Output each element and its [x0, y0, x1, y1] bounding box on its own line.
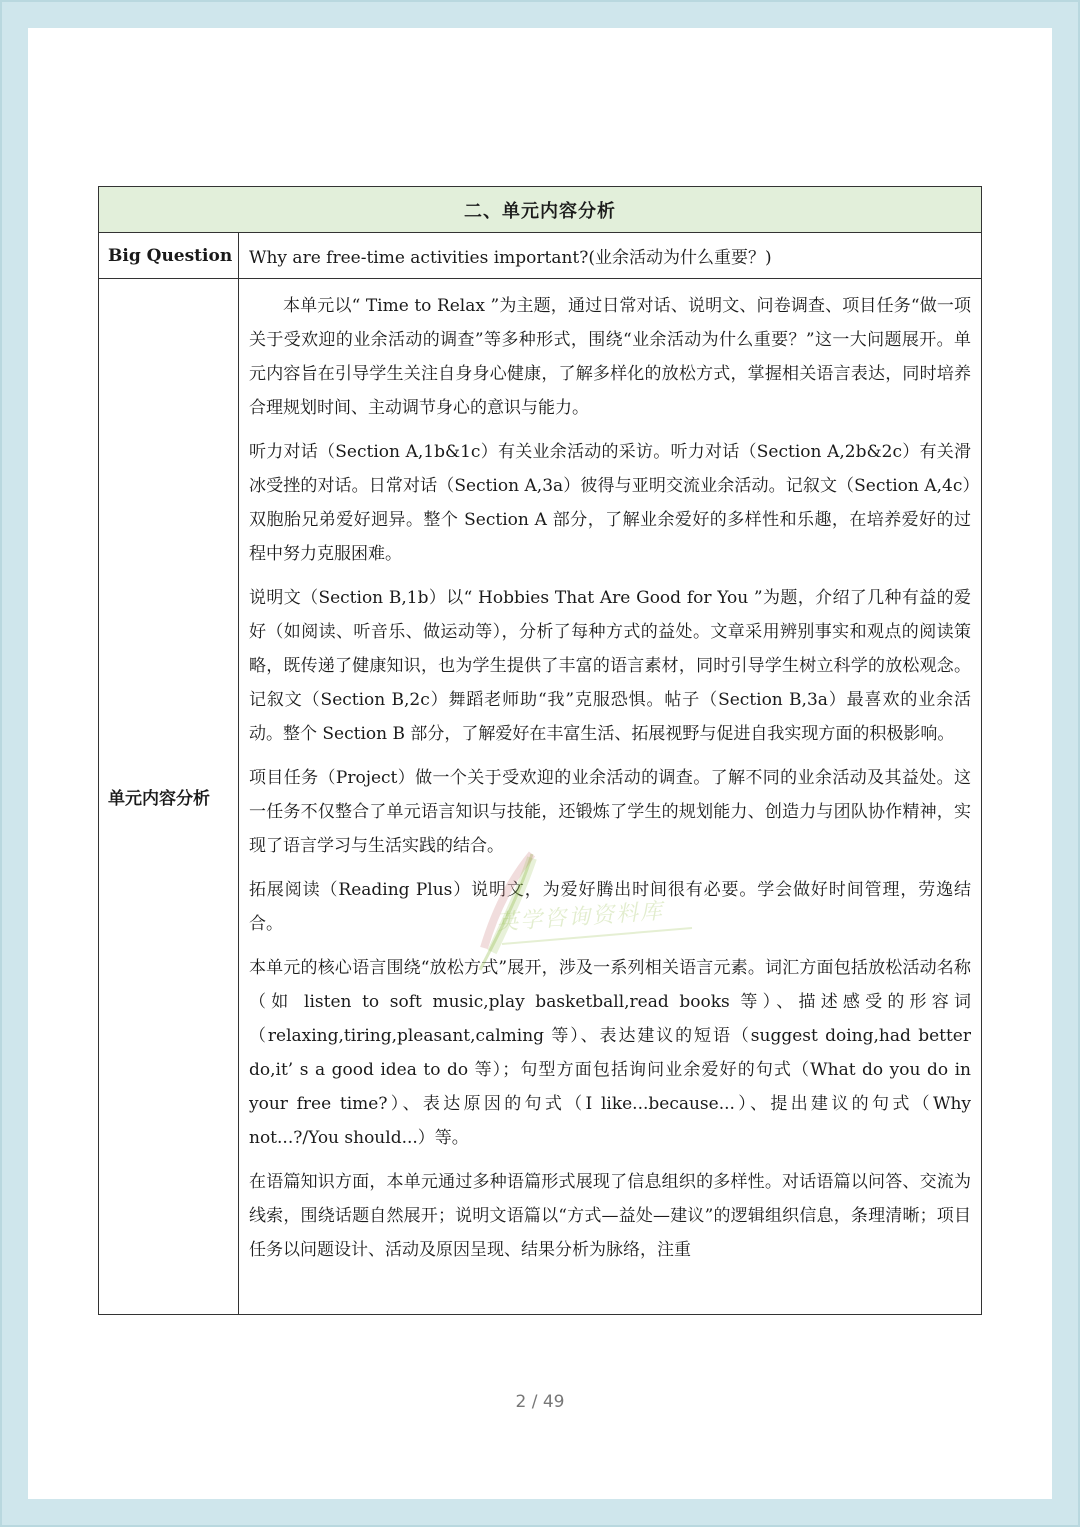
table-header: 二、单元内容分析	[99, 187, 982, 233]
paragraph: 本单元的核心语言围绕“放松方式”展开，涉及一系列相关语言元素。词汇方面包括放松活动名称（如 listen to soft music,play basketball,read books 等）、描述感受的形容词（relaxing,tiring,pleasant,calming 等）、表达建议的短语（suggest doing,had better do,it’ s a good idea to do 等）；句型方面包括询问业余爱好的句式（What do you do in your free time?）、表达原因的句式（I like...because...）、提出建议的句式（Why not...?/You should...）等。	[249, 958, 971, 1148]
unit-analysis-table	[98, 186, 982, 1315]
paragraph: 说明文（Section B,1b）以“ Hobbies That Are Good for You ”为题，介绍了几种有益的爱好（如阅读、听音乐、做运动等），分析了每种方式的益处。文章采用辨别事实和观点的阅读策略，既传递了健康知识，也为学生提供了丰富的语言素材，同时引导学生树立科学的放松观念。记叙文（Section B,2c）舞蹈老师助“我”克服恐惧。帖子（Section B,3a）最喜欢的业余活动。整个 Section B 部分，了解爱好在丰富生活、拓展视野与促进自我实现方面的积极影响。	[249, 588, 971, 744]
watermark-text: 英学咨询资料库	[495, 899, 665, 936]
paragraph: 听力对话（Section A,1b&1c）有关业余活动的采访。听力对话（Section A,2b&2c）有关滑冰受挫的对话。日常对话（Section A,3a）彼得与亚明交流业余活动。记叙文（Section A,4c）双胞胎兄弟爱好迥异。整个 Section A 部分，了解业余爱好的多样性和乐趣，在培养爱好的过程中努力克服困难。	[249, 442, 971, 564]
paragraph: 拓展阅读（Reading Plus）说明文，为爱好腾出时间很有必要。学会做好时间管理，劳逸结合。	[249, 880, 971, 934]
big-question-row	[99, 233, 982, 279]
analysis-row	[99, 279, 982, 1315]
page-number: 2 / 49	[515, 1392, 565, 1412]
paragraph: 本单元以“ Time to Relax ”为主题，通过日常对话、说明文、问卷调查、项目任务“做一项关于受欢迎的业余活动的调查”等多种形式，围绕“业余活动为什么重要？”这一大问题展开。单元内容旨在引导学生关注自身身心健康，了解多样化的放松方式，掌握相关语言表达，同时培养合理规划时间、主动调节身心的意识与能力。	[249, 296, 971, 418]
paragraph: 项目任务（Project）做一个关于受欢迎的业余活动的调查。了解不同的业余活动及其益处。这一任务不仅整合了单元语言知识与技能，还锻炼了学生的规划能力、创造力与团队协作精神，实现了语言学习与生活实践的结合。	[249, 768, 971, 856]
analysis-content	[239, 279, 982, 1315]
paragraph: 在语篇知识方面，本单元通过多种语篇形式展现了信息组织的多样性。对话语篇以问答、交流为线索，围绕话题自然展开；说明文语篇以“方式—益处—建议”的逻辑组织信息，条理清晰；项目任务以问题设计、活动及原因呈现、结果分析为脉络，注重	[249, 1172, 971, 1260]
big-question-text: Why are free-time activities important?(业余活动为什么重要？)	[239, 233, 982, 279]
analysis-label: 单元内容分析	[99, 279, 239, 1315]
big-question-label: Big Question	[99, 233, 239, 279]
table-header-row	[99, 187, 982, 233]
